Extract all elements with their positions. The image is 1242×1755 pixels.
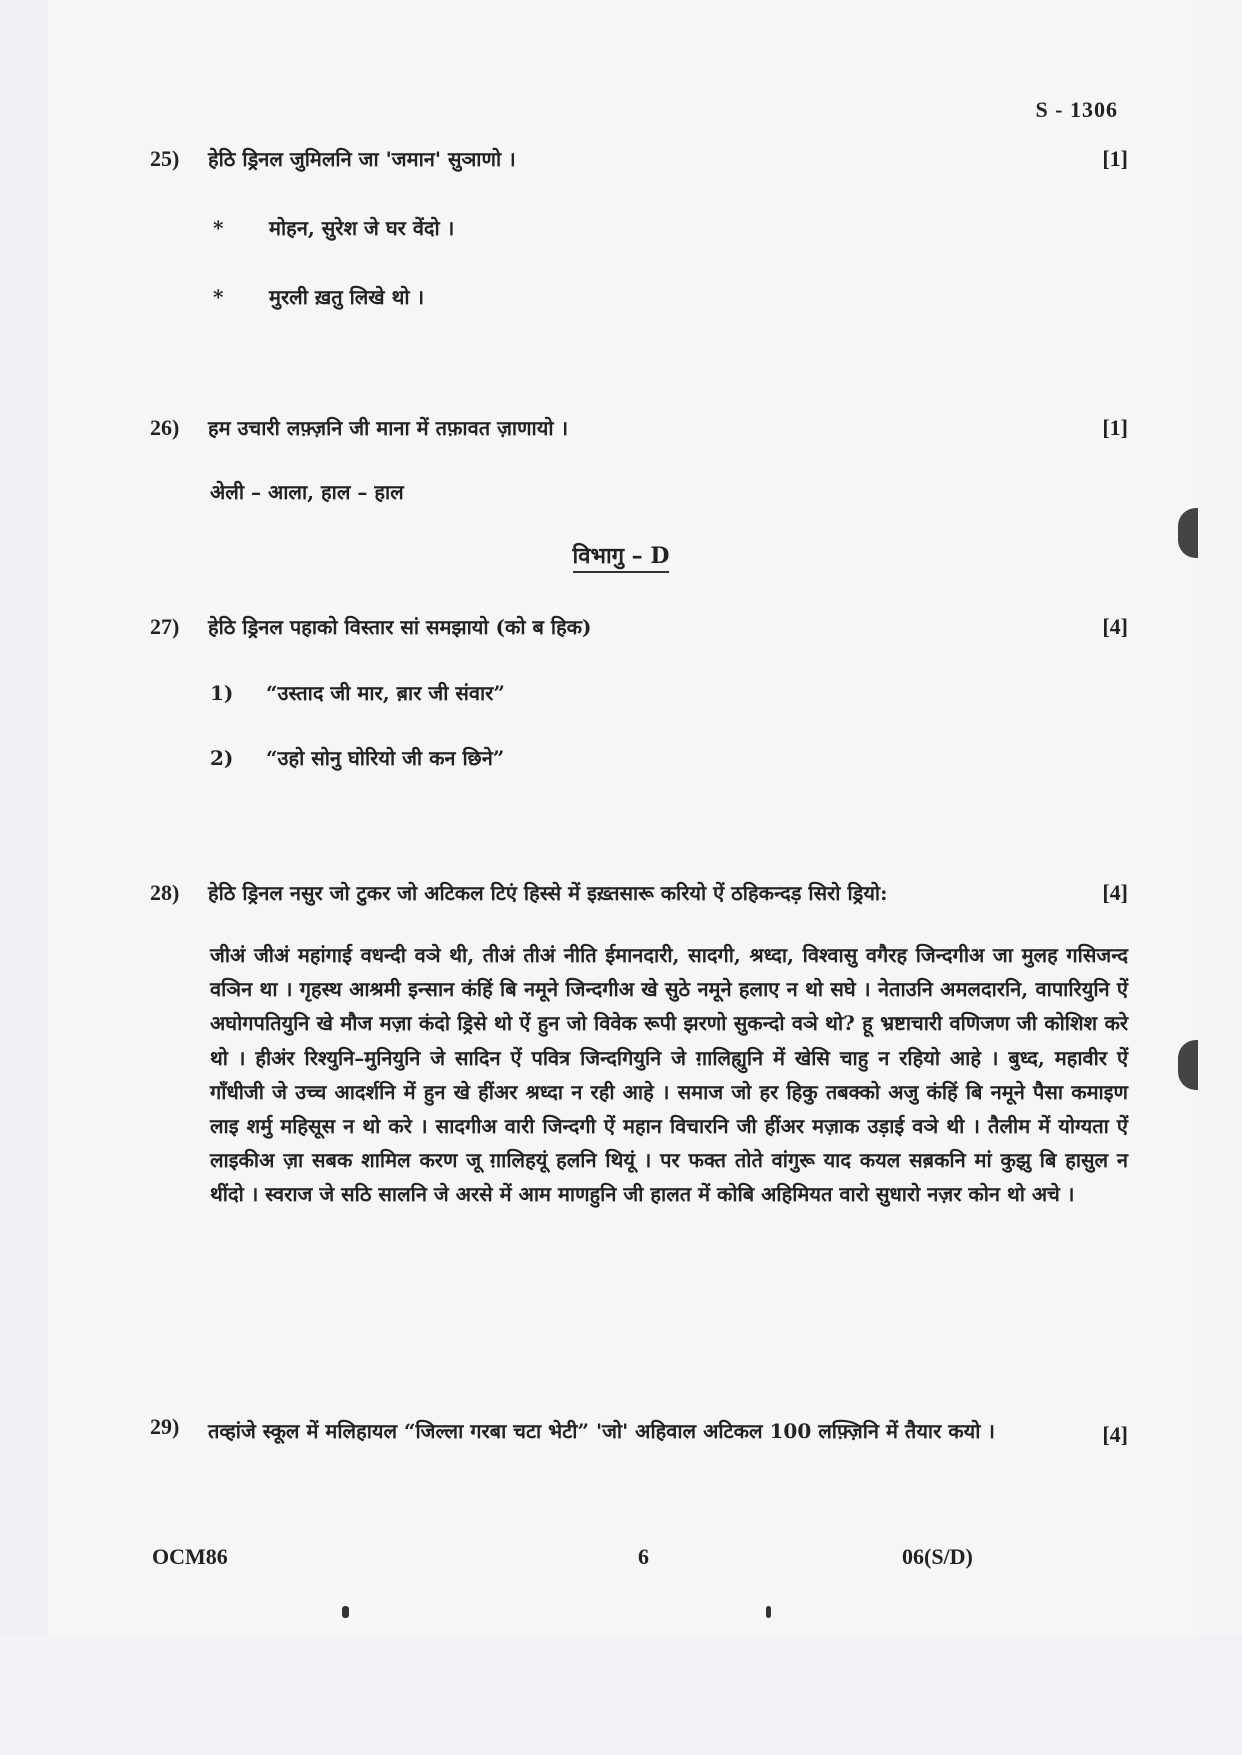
question-text: हेठि ड्रिनल नसुर जो टुकर जो अटिकल टिएं हिस्से में इख़्तसारू करियो ऐं ठहिकन्दड़ सिरो ड्रियो: <box>208 881 888 905</box>
list-item <box>210 679 505 706</box>
paper-code: S - 1306 <box>1035 97 1118 122</box>
question-text: हेठि ड्रिनल पहाको विस्तार सां समझायो (को ब हिक) <box>208 615 592 639</box>
question-text: हम उचारी लफ़्ज़नि जी माना में तफ़ावत ज़ाणायो । <box>208 416 569 440</box>
question-marks: [1] <box>1102 415 1128 440</box>
list-item-text: मोहन, सुरेश जे घर वेंदो । <box>269 216 455 240</box>
question-text: तव्हांजे स्कूल में मलिहायल “जिल्ला गरबा चटा भेटी” 'जो' अहिवाल अटिकल 100 लफ़्ज़िनि में तैयार कयो । <box>208 1419 995 1443</box>
question-28 <box>150 879 1128 906</box>
question-number: 27) <box>150 614 180 639</box>
list-item-text: “उस्ताद जी मार, ब़ार जी संवार” <box>266 681 505 705</box>
list-item <box>213 283 424 310</box>
question-text: हेठि ड्रिनल जुमिलनि जा 'जमान' सुञाणो । <box>208 147 516 171</box>
question-number: 26) <box>150 415 180 440</box>
bullet: * <box>213 285 224 309</box>
question-number: 25) <box>150 146 180 171</box>
question-example: अेली – आला, हाल – हाल <box>210 480 404 504</box>
item-number: 2) <box>210 746 234 770</box>
question-number: 28) <box>150 880 180 905</box>
question-marks: [1] <box>1102 146 1128 171</box>
list-item <box>210 744 504 771</box>
item-number: 1) <box>210 681 234 705</box>
list-item-text: मुरली ख़तु लिखे थो । <box>269 285 425 309</box>
bullet: * <box>213 216 224 240</box>
binder-hole-mark <box>1178 1040 1198 1090</box>
passage-text: जीअं जीअं महांगाई वधन्दी वञे थी, तीअं तीअं नीति ईमानदारी, सादगी, श्रध्दा, विश्वासु वगैरह जिन्दगीअ जा मुलह गसिजन्द वञिन था । गृहस्थ आश्रमी इन्सान कंहिं बि नमूने जिन्दगीअ खे सुठे नमूने हलाए न थो सघे । नेताउनि अमलदारनि, वापारियुनि ऐं अघोगपतियुनि खे मौज मज़ा कंदो ड्रिसे थो ऐं हुन जो विवेक रूपी झरणो सुकन्दो वञे थो? हू भ्रष्टाचारी वणिजण जी कोशिश करे थो । हीअंर रिश्युनि–मुनियुनि जे सादिन ऐं पवित्र जिन्दगियुनि जे ग़ालिह्युनि में खेसि चाहु न रहियो आहे । बुध्द, महावीर ऐं गाँधीजी जे उच्च आदर्शनि में हुन खे हींअर श्रध्दा न रही आहे । समाज जो हर हिकु तबक्को अजु कंहिं बि नमूने पैसा कमाइण लाइ शर्मु महिसूस न थो करे । सादगीअ वारी जिन्दगी ऐं महान विचारनि जी हींअर मज़ाक उड़ाई वञे थी । तैलीम में योग्यता ऐं लाइकीअ ज़ा सबक शामिल करण जू ग़ालिहयूं हलनि थियूं । पर फक्त तोते वांगुरू याद कयल सब़कनि मां कुझु बि हासुल न थींदो । स्वराज जे सठि सालनि जे अरसे में आम माणहुनि जी हालत में कोबि अहिमियत वारो सुधारो नज़र कोन थो अचे । <box>210 943 1128 1207</box>
section-title: विभागु – D <box>0 540 1242 570</box>
paper-page <box>48 0 1196 1635</box>
question-marks: [4] <box>1102 614 1128 639</box>
footer-paper-set: 06(S/D) <box>902 1544 973 1569</box>
question-marks: [4] <box>1102 880 1128 905</box>
question-27 <box>150 613 1128 640</box>
scan-speck <box>342 1606 349 1618</box>
question-25 <box>150 145 1128 172</box>
footer-code: OCM86 <box>152 1544 228 1569</box>
question-29 <box>150 1414 1128 1448</box>
scan-margin <box>0 1635 1242 1755</box>
page-number: 6 <box>638 1544 649 1569</box>
list-item <box>213 214 454 241</box>
page-margin <box>1196 0 1242 1755</box>
scan-speck <box>766 1606 771 1618</box>
question-26 <box>150 414 1128 441</box>
list-item-text: “उहो सोनु घोरियो जी कन छिने” <box>266 746 505 770</box>
question-marks: [4] <box>1102 1422 1128 1447</box>
question-number: 29) <box>150 1414 180 1439</box>
